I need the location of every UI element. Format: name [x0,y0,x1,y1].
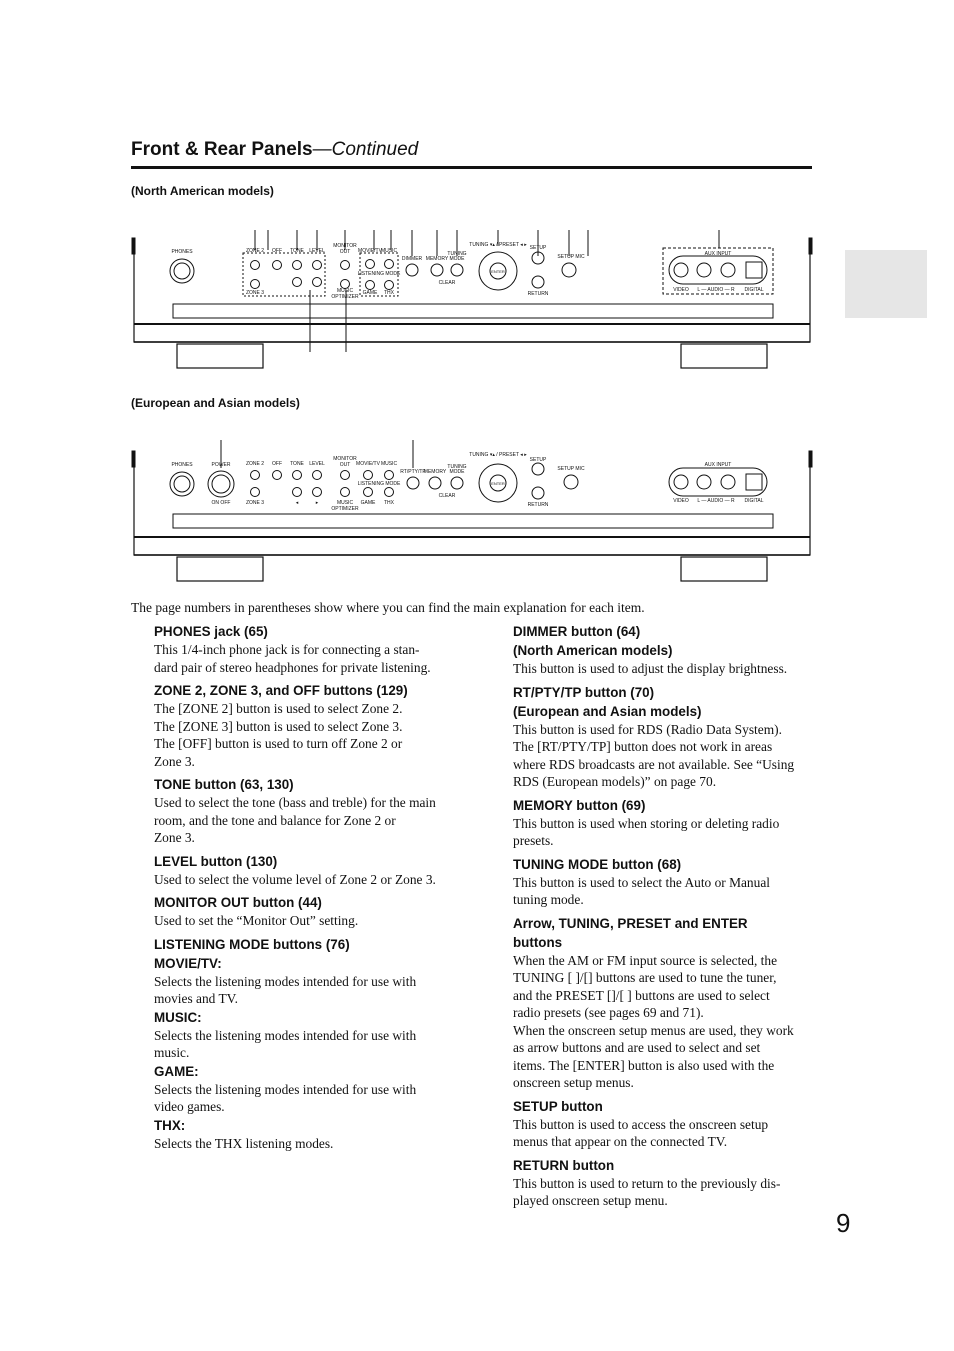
item-heading: GAME: [154,1063,199,1079]
item-heading: ZONE 2, ZONE 3, and OFF buttons (129) [154,683,408,698]
item-heading: (North American models) [513,643,673,658]
item-heading: THX: [154,1117,186,1133]
eu-label-audio: L — AUDIO — R [697,498,735,504]
eu-label-tuning-2: MODE [449,469,465,475]
item-body-line: The [ZONE 3] button is used to select Zone 3. [154,718,403,734]
item-heading: MUSIC: [154,1009,202,1025]
eu-label-listening-mode: LISTENING MODE [357,481,401,487]
na-label-setup: SETUP [529,245,547,251]
item-body-line: video games. [154,1099,225,1114]
eu-label-monitor-1: MONITOR [333,456,357,462]
item-heading: LEVEL button (130) [154,853,278,869]
header-rule [131,166,812,169]
na-label-setup-mic: SETUP MIC [557,254,585,260]
left-column [154,622,474,1152]
item-body-line: The [ZONE 2] button is used to select Zone 2. [154,701,403,716]
item-body-line: RDS (European models)” on page 70. [513,774,717,789]
na-label-tuning-preset: TUNING ▾▴ / PRESET ◂ ▸ [469,242,527,248]
eu-label-aux: AUX INPUT [704,462,732,468]
na-label-clear: CLEAR [438,280,456,286]
right-column [513,622,823,1210]
na-label-phones: PHONES [171,249,193,255]
eu-label-rt-pty-tp: RT/PTY/TP [400,469,426,475]
item-body-line: This button is used to access the onscreen setup [513,1116,769,1132]
na-label-video: VIDEO [673,287,689,293]
eu-label-music: MUSIC [380,461,398,467]
item-body-line: presets. [513,833,554,848]
item-heading: Arrow, TUNING, PRESET and ENTER [513,915,748,931]
eu-label-setup: SETUP [529,457,547,463]
item-body-line: This 1/4-inch phone jack is for connecting a stan- [154,642,420,657]
item-body-line: This button is used to select the Auto or Manual [513,874,770,890]
item-body-line: as arrow buttons and are used to select and set [513,1040,761,1055]
item-heading: RETURN button [513,1157,615,1173]
eu-label-monitor-2: OUT [339,462,351,468]
na-label-audio: L — AUDIO — R [697,287,735,293]
eu-label-return: RETURN [527,502,549,508]
na-label-aux: AUX INPUT [704,251,732,257]
na-label-off: OFF [272,248,282,254]
header-continued: —Continued [312,139,419,160]
item-body-line: Selects the listening modes intended for use with [154,1081,417,1097]
item-body-line: The [OFF] button is used to turn off Zone 2 or [154,736,403,751]
eu-label-tuning-1: TUNING [447,464,467,470]
item-body-line: Zone 3. [154,830,195,845]
na-label-music-opt-1: MUSIC [336,288,354,294]
item-body-line: and the PRESET []/[ ] buttons are used to select [513,987,770,1003]
eu-label-zone3: ZONE 3 [245,500,265,506]
eu-label-minus: ◂ [295,500,299,506]
na-label-enter: ENTER [491,269,505,274]
na-label-monitor-2: OUT [339,249,351,255]
item-body-line: onscreen setup menus. [513,1075,634,1090]
page-header [131,139,418,161]
eu-label-on-off: ON OFF [211,500,231,506]
item-body-line: tuning mode. [513,892,584,907]
item-body-line: radio presets (see pages 69 and 71). [513,1005,704,1020]
item-body-line: played onscreen setup menu. [513,1193,668,1208]
item-body-line: Selects the listening modes intended for use with [154,1027,417,1043]
eu-label-game: GAME [360,500,376,506]
eu-label-music-opt-1: MUSIC [336,500,354,506]
na-label-level: LEVEL [309,248,325,254]
intro-text: The page numbers in parentheses show where you can find the main explanation for each item. [131,600,645,615]
eu-label-plus: ▸ [315,500,319,506]
eu-label-level: LEVEL [309,461,325,467]
na-models-label: (North American models) [131,184,274,198]
na-label-music-opt-2: OPTIMIZER [331,294,359,300]
item-body-line: When the onscreen setup menus are used, they work [513,1022,794,1038]
item-body-line: This button is used for RDS (Radio Data System). [513,721,782,737]
eu-label-off: OFF [272,461,282,467]
eu-label-phones: PHONES [171,462,193,468]
item-heading: RT/PTY/TP button (70) [513,684,655,700]
na-label-tone: TONE [290,248,304,254]
item-heading: DIMMER button (64) [513,624,641,639]
eu-label-digital: DIGITAL [744,498,764,504]
item-body-line: Selects the listening modes intended for use with [154,973,417,989]
na-label-listening-mode: LISTENING MODE [357,271,401,277]
item-body-line: dard pair of stereo headphones for private listening. [154,659,431,675]
item-heading: (European and Asian models) [513,703,702,719]
header-title: Front & Rear Panels [131,139,313,160]
eu-label-movie-tv: MOVIE/TV [356,461,380,467]
eu-label-power: POWER [211,462,231,468]
item-body-line: Used to select the tone (bass and treble) for the main [154,795,436,810]
na-front-panel-diagram [131,222,813,378]
na-label-dimmer: DIMMER [401,256,423,262]
eu-label-tone: TONE [290,461,304,467]
na-label-thx: THX [384,290,394,296]
item-body-line: movies and TV. [154,991,238,1006]
eu-front-panel-diagram [131,435,813,588]
page-number: 9 [836,1208,851,1238]
item-body-line: This button is used to return to the previously dis- [513,1175,781,1191]
item-body-line: items. The [ENTER] button is also used with the [513,1057,775,1073]
item-heading: buttons [513,934,563,950]
item-heading: SETUP button [513,1098,603,1114]
eu-label-clear: CLEAR [438,493,456,499]
item-heading: MEMORY button (69) [513,797,646,813]
na-label-tuning-2: MODE [449,256,465,262]
item-body-line: When the AM or FM input source is selected, the [513,952,778,968]
item-heading: TONE button (63, 130) [154,777,294,792]
item-body-line: Used to set the “Monitor Out” setting. [154,913,359,928]
na-label-zone3: ZONE 3 [245,290,265,296]
item-body-line: This button is used when storing or deleting radio [513,815,780,831]
eu-label-zone2: ZONE 2 [245,461,265,467]
item-heading: PHONES jack (65) [154,624,268,639]
eu-label-enter: ENTER [491,481,505,486]
item-body-line: TUNING [ ]/[] buttons are used to tune the tuner, [513,970,777,985]
item-body-line: menus that appear on the connected TV. [513,1134,728,1149]
item-heading: MONITOR OUT button (44) [154,895,322,910]
item-body-line: room, and the tone and balance for Zone 2 or [154,812,396,828]
eu-label-setup-mic: SETUP MIC [557,466,585,472]
eu-label-thx: THX [384,500,394,506]
item-body-line: Used to select the volume level of Zone 2 or Zone 3. [154,871,436,887]
eu-label-memory: MEMORY [423,469,447,475]
na-label-digital: DIGITAL [744,287,764,293]
na-label-tuning-1: TUNING [447,251,467,257]
item-body-line: music. [154,1045,190,1060]
item-body-line: Zone 3. [154,753,195,769]
item-heading: MOVIE/TV: [154,955,222,971]
item-heading: LISTENING MODE buttons (76) [154,936,350,952]
item-body-line: Selects the THX listening modes. [154,1135,334,1151]
eu-label-video: VIDEO [673,498,689,504]
na-label-monitor-1: MONITOR [333,243,357,249]
na-label-game: GAME [362,290,378,296]
eu-label-tuning-preset: TUNING ▾▴ / PRESET ◂ ▸ [469,452,527,458]
item-body-line: This button is used to adjust the display brightness. [513,661,788,676]
item-heading: TUNING MODE button (68) [513,856,682,872]
item-body-line: where RDS broadcasts are not available. See “Using [513,756,795,772]
na-label-zone2: ZONE 2 [245,248,265,254]
eu-label-music-opt-2: OPTIMIZER [331,506,359,512]
na-label-movie-tv: MOVIE/TV [358,248,382,254]
item-body-line: The [RT/PTY/TP] button does not work in areas [513,739,773,754]
section-tab [845,250,927,318]
eu-models-label: (European and Asian models) [131,396,300,410]
na-label-music: MUSIC [380,248,398,254]
na-label-memory: MEMORY [425,256,449,262]
na-label-return: RETURN [527,291,549,297]
